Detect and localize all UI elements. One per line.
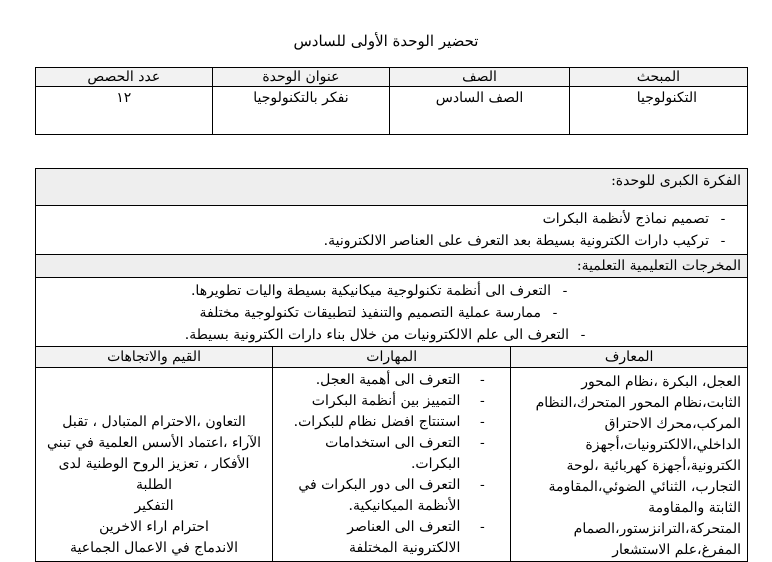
knowledge-header: المعارف bbox=[511, 347, 748, 368]
list-item: - التعرف الى دور البكرات في الأنظمة الميكانيكية. bbox=[298, 477, 485, 514]
list-item: - التعرف الى أهمية العجل. bbox=[315, 372, 485, 388]
list-item: -تركيب دارات الكترونية بسيطة بعد التعرف على العناصر الالكترونية. bbox=[323, 233, 726, 249]
list-item: - التعرف الى استخدامات البكرات. bbox=[325, 435, 485, 472]
outcomes-list bbox=[36, 278, 748, 347]
grade-header: الصف bbox=[390, 68, 570, 87]
skills-cell bbox=[273, 368, 511, 562]
list-item: -تصميم نماذج لأنظمة البكرات bbox=[542, 211, 726, 227]
big-idea-list bbox=[36, 206, 748, 255]
unit-title-value: نفكر بالتكنولوجيا bbox=[212, 87, 390, 135]
lessons-count-header: عدد الحصص bbox=[36, 68, 213, 87]
subject-value: التكنولوجيا bbox=[569, 87, 747, 135]
list-item: -ممارسة عملية التصميم والتنفيذ لتطبيقات تكنولوجية مختلفة bbox=[199, 305, 558, 321]
subject-header: المبحث bbox=[569, 68, 747, 87]
outcomes-label: المخرجات التعليمية التعلمية: bbox=[36, 255, 748, 278]
list-item: - استنتاج افضل نظام للبكرات. bbox=[293, 414, 485, 430]
list-item: - التمييز بين أنظمة البكرات bbox=[311, 393, 485, 409]
values-header: القيم والاتجاهات bbox=[36, 347, 273, 368]
unit-title-header: عنوان الوحدة bbox=[212, 68, 390, 87]
list-item: - التعرف الى العناصر الالكترونية المختلفة bbox=[347, 519, 485, 556]
skills-header: المهارات bbox=[273, 347, 511, 368]
values-cell: التعاون ،الاحترام المتبادل ، تقبل الآراء ،اعتماد الأسس العلمية في تبني الأفكار ، تعزيز الروح الوطنية لدى الطلبة التفكير احترام اراء الاخرين الاندماج في الاعمال الجماعية bbox=[36, 368, 273, 562]
knowledge-cell: العجل، البكرة ،نظام المحور الثابت،نظام المحور المتحرك،النظام المركب،محرك الاحتراق الداخلي،الالكترونيات،أجهزة الكترونية،أجهزة كهربائية ،لوحة التجارب، الثنائي الضوئي،المقاومة الثابتة والمقاومة المتحركة،الترانزستور،الصمام المفرغ،علم الاستشعار bbox=[511, 368, 748, 562]
unit-info-table bbox=[35, 67, 748, 135]
lessons-count-value: ١٢ bbox=[36, 87, 213, 135]
big-idea-label: الفكرة الكبرى للوحدة: bbox=[36, 169, 748, 206]
list-item: -التعرف الى علم الالكترونيات من خلال بناء دارات الكترونية بسيطة. bbox=[184, 327, 586, 343]
grade-value: الصف السادس bbox=[390, 87, 570, 135]
page-title: تحضير الوحدة الأولى للسادس bbox=[293, 32, 479, 50]
unit-plan-table bbox=[35, 168, 748, 562]
list-item: -التعرف الى أنظمة تكنولوجية ميكانيكية بسيطة واليات تطويرها. bbox=[190, 283, 568, 299]
